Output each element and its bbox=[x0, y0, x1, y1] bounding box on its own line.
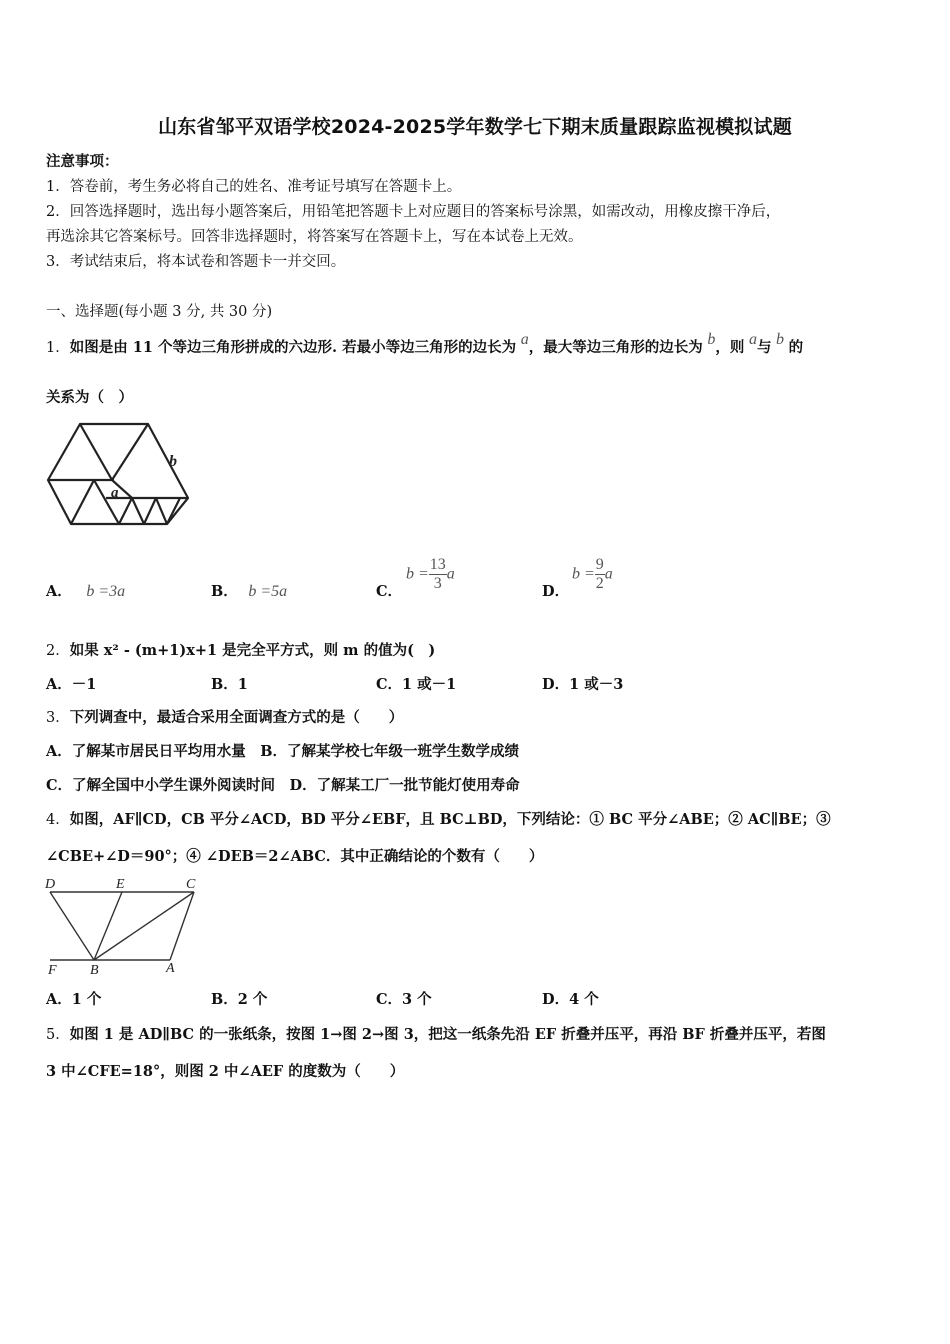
question-text: 如果 x² - (m+1)x+1 是完全平方式，则 m 的值为( ) bbox=[69, 642, 436, 659]
notice-heading: 注意事项： bbox=[46, 153, 119, 170]
variable-b: b bbox=[707, 331, 716, 348]
option-c[interactable]: C．1 或－1 bbox=[376, 676, 457, 693]
fraction-numerator: 9 bbox=[595, 556, 604, 573]
option-d-expression bbox=[572, 556, 613, 593]
question-text: ，最大等边三角形的边长为 bbox=[528, 339, 703, 356]
hexagon-outline bbox=[48, 424, 188, 524]
question-1-line-1 bbox=[46, 331, 804, 358]
notice-item: 1．答卷前，考生务必将自己的姓名、准考证号填写在答题卡上。 bbox=[46, 179, 462, 195]
question-number: 1． bbox=[46, 340, 70, 356]
option-d[interactable] bbox=[542, 582, 569, 602]
option-d[interactable]: D．4 个 bbox=[542, 991, 599, 1008]
fraction-numerator: 13 bbox=[429, 556, 446, 573]
question-5-line-2: 3 中∠CFE=18°，则图 2 中∠AEF 的度数为（ ） bbox=[46, 1063, 405, 1080]
triangle-edge bbox=[132, 498, 144, 524]
fraction-rhs: a bbox=[604, 565, 613, 583]
question-1-line-2: 关系为（ ） bbox=[46, 389, 133, 406]
option-a[interactable]: A．1 个 bbox=[46, 991, 102, 1008]
notice-item: 再选涂其它答案标号。回答非选择题时，将答案写在答题卡上，写在本试卷上无效。 bbox=[46, 229, 583, 245]
question-text: 与 bbox=[756, 339, 772, 356]
question-2 bbox=[46, 641, 435, 661]
question-text: 如图，AF∥CD，CB 平分∠ACD，BD 平分∠EBF，且 BC⊥BD，下列结论：① BC 平分∠ABE；② AC∥BE；③ bbox=[69, 811, 831, 828]
fraction-denominator: 2 bbox=[595, 575, 604, 592]
option-b[interactable]: B．1 bbox=[211, 676, 248, 693]
option-expression: b =5a bbox=[248, 583, 288, 600]
option-label: D． bbox=[542, 583, 570, 600]
variable-b: b bbox=[776, 331, 785, 348]
option-a[interactable]: A．－1 bbox=[46, 676, 97, 693]
option-c[interactable] bbox=[376, 582, 402, 602]
triangle-edge bbox=[112, 424, 148, 480]
question-text: 如图是由 11 个等边三角形拼成的六边形. 若最小等边三角形的边长为 bbox=[69, 339, 517, 356]
notice-item: 2．回答选择题时，选出每小题答案后，用铅笔把答题卡上对应题目的答案标号涂黑，如需改动，用橡皮擦干净后， bbox=[46, 204, 781, 220]
triangle-edge bbox=[144, 498, 156, 524]
triangle-edge bbox=[71, 480, 94, 524]
triangle-edge bbox=[80, 424, 112, 480]
option-a[interactable] bbox=[46, 582, 125, 602]
options-line[interactable]: C．了解全国中小学生课外阅读时间 D．了解某工厂一批节能灯使用寿命 bbox=[46, 777, 520, 794]
question-text: 如图 1 是 AD∥BC 的一张纸条，按图 1→图 2→图 3，把这一纸条先沿 EF 折叠并压平，再沿 BF 折叠并压平，若图 bbox=[69, 1026, 826, 1043]
hexagon-triangles-figure bbox=[44, 420, 194, 530]
point-label: D bbox=[45, 877, 56, 892]
question-number: 4． bbox=[46, 812, 70, 828]
option-c[interactable]: C．3 个 bbox=[376, 991, 432, 1008]
segment-cb bbox=[94, 892, 194, 960]
point-label: E bbox=[116, 877, 125, 892]
label-b: b bbox=[169, 453, 177, 470]
option-label: A． bbox=[46, 583, 72, 600]
options-line[interactable]: A．了解某市居民日平均用水量 B．了解某学校七年级一班学生数学成绩 bbox=[46, 743, 520, 760]
point-label: F bbox=[48, 963, 57, 976]
option-label: C． bbox=[376, 583, 403, 600]
fraction-lhs: b = bbox=[572, 565, 595, 583]
option-d[interactable]: D．1 或－3 bbox=[542, 676, 624, 693]
triangle-edge bbox=[119, 498, 132, 524]
question-4-line-1 bbox=[46, 810, 831, 830]
question-5-line-1 bbox=[46, 1025, 826, 1045]
notice-item: 3．考试结束后，将本试卷和答题卡一并交回。 bbox=[46, 254, 346, 270]
point-label: B bbox=[90, 963, 99, 976]
fraction-lhs: b = bbox=[406, 565, 429, 583]
variable-a: a bbox=[748, 331, 757, 348]
fraction-rhs: a bbox=[446, 565, 455, 583]
fraction-denominator: 3 bbox=[433, 575, 442, 592]
parallel-lines-figure bbox=[44, 874, 204, 976]
question-text: 下列调查中，最适合采用全面调查方式的是（ ） bbox=[69, 709, 404, 726]
label-a: a bbox=[111, 485, 119, 501]
page-title: 山东省邹平双语学校2024-2025学年数学七下期末质量跟踪监视模拟试题 bbox=[158, 116, 792, 138]
option-label: B． bbox=[211, 583, 238, 600]
question-number: 3． bbox=[46, 710, 70, 726]
question-text: 的 bbox=[788, 339, 804, 356]
point-label: C bbox=[186, 877, 196, 892]
question-text: ，则 bbox=[715, 339, 745, 356]
option-c-expression bbox=[406, 556, 455, 593]
segment-ca bbox=[170, 892, 194, 960]
option-b[interactable]: B．2 个 bbox=[211, 991, 268, 1008]
section-heading: 一、选择题(每小题 3 分, 共 30 分) bbox=[46, 304, 273, 320]
option-expression: b =3a bbox=[86, 583, 126, 600]
option-b[interactable] bbox=[211, 582, 287, 602]
question-number: 2． bbox=[46, 643, 70, 659]
question-3 bbox=[46, 708, 403, 728]
question-number: 5． bbox=[46, 1027, 70, 1043]
point-label: A bbox=[166, 961, 175, 976]
triangle-edge bbox=[156, 498, 167, 524]
segment-db bbox=[50, 892, 94, 960]
question-4-line-2: ∠CBE+∠D＝90°；④ ∠DEB＝2∠ABC．其中正确结论的个数有（ ） bbox=[46, 848, 544, 865]
variable-a: a bbox=[520, 331, 529, 348]
